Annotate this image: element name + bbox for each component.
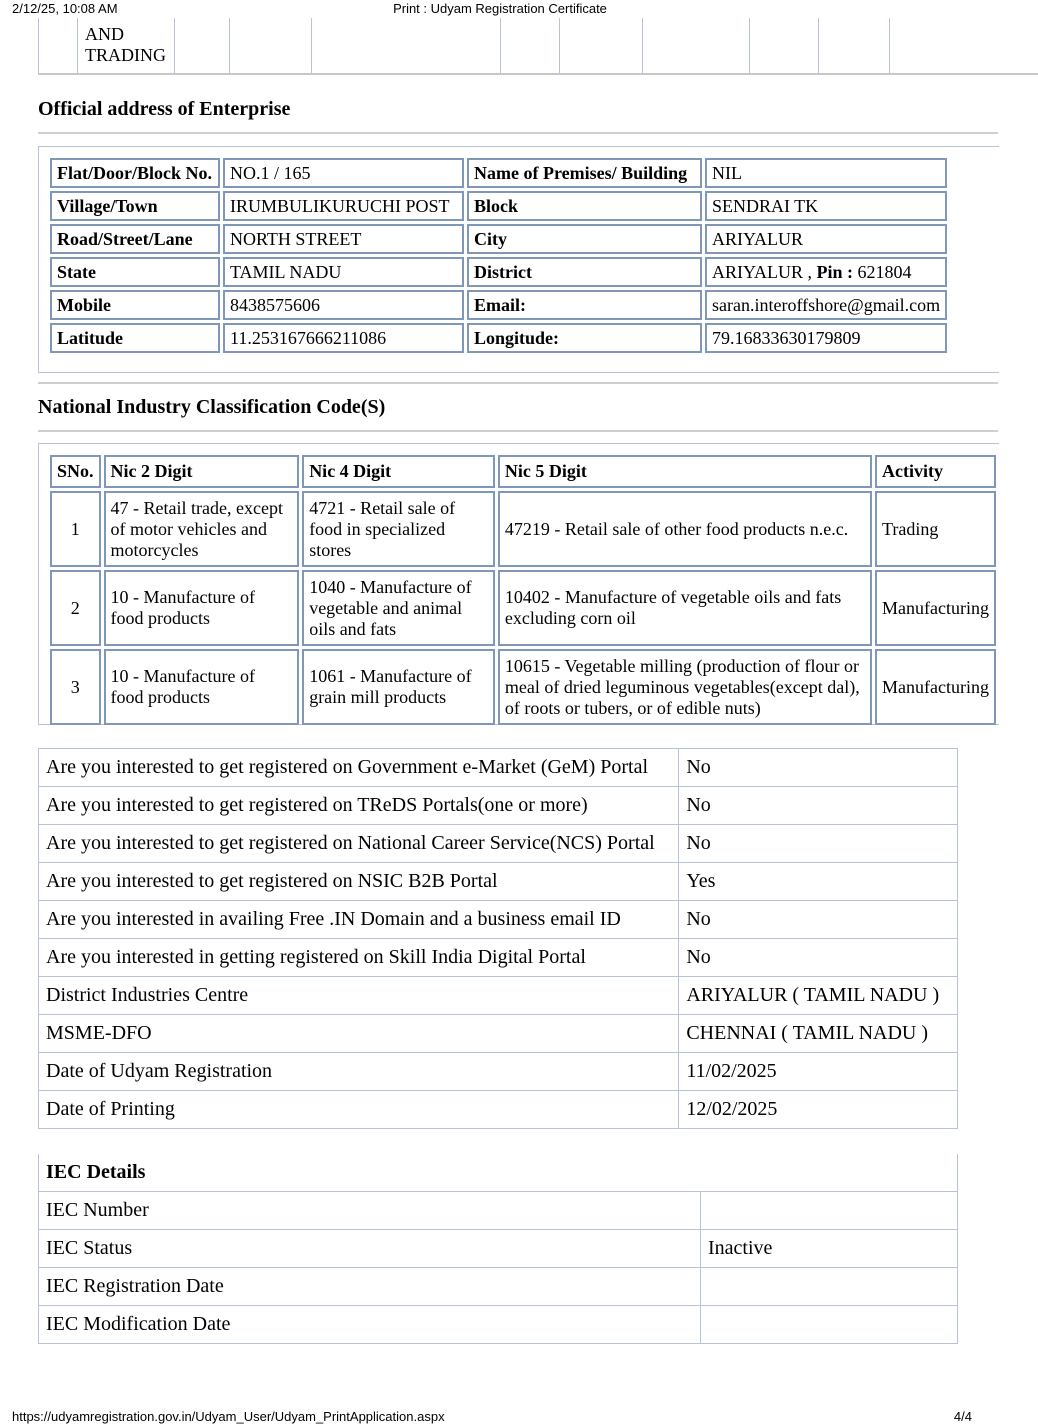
iec-row xyxy=(39,1192,958,1230)
nic-activity: Manufacturing xyxy=(875,649,996,725)
nic-row xyxy=(50,649,996,725)
address-value: NIL xyxy=(705,158,947,188)
iec-value xyxy=(700,1306,957,1344)
nic-table xyxy=(47,452,999,728)
detail-value: No xyxy=(679,901,958,939)
pin-value: 621804 xyxy=(853,261,912,282)
address-label: Flat/Door/Block No. xyxy=(50,158,220,188)
address-label: State xyxy=(50,257,220,287)
iec-details-table xyxy=(38,1154,958,1344)
detail-row xyxy=(39,1091,958,1129)
detail-value: No xyxy=(679,825,958,863)
detail-value: No xyxy=(679,939,958,977)
detail-label: Are you interested in availing Free .IN Domain and a business email ID xyxy=(39,901,679,939)
address-label: Village/Town xyxy=(50,191,220,221)
detail-row xyxy=(39,825,958,863)
nic-activity: Manufacturing xyxy=(875,570,996,646)
address-table xyxy=(47,155,950,356)
address-value: ARIYALUR , Pin : 621804 xyxy=(705,257,947,287)
nic-sno: 2 xyxy=(50,570,101,646)
nic-sno: 1 xyxy=(50,491,101,567)
detail-label: MSME-DFO xyxy=(39,1015,679,1053)
nic-5digit: 10402 - Manufacture of vegetable oils and fats excluding corn oil xyxy=(498,570,872,646)
address-value: 8438575606 xyxy=(223,290,464,320)
detail-value: 12/02/2025 xyxy=(679,1091,958,1129)
address-label: City xyxy=(467,224,702,254)
address-value: IRUMBULIKURUCHI POST xyxy=(223,191,464,221)
address-label: Name of Premises/ Building xyxy=(467,158,702,188)
address-label: Block xyxy=(467,191,702,221)
iec-row xyxy=(39,1268,958,1306)
detail-row xyxy=(39,1053,958,1091)
nic-activity: Trading xyxy=(875,491,996,567)
address-value: NO.1 / 165 xyxy=(223,158,464,188)
address-label: Mobile xyxy=(50,290,220,320)
detail-label: Date of Udyam Registration xyxy=(39,1053,679,1091)
detail-row xyxy=(39,863,958,901)
iec-row xyxy=(39,1306,958,1344)
nic-row xyxy=(50,570,996,646)
detail-label: Are you interested in getting registered on Skill India Digital Portal xyxy=(39,939,679,977)
detail-label: Are you interested to get registered on Government e-Market (GeM) Portal xyxy=(39,749,679,787)
iec-row xyxy=(39,1230,958,1268)
print-page-title: Print : Udyam Registration Certificate xyxy=(393,1,607,16)
print-url: https://udyamregistration.gov.in/Udyam_User/Udyam_PrintApplication.aspx xyxy=(12,1409,445,1424)
nic-header-sno: SNo. xyxy=(50,455,101,488)
address-label: Email: xyxy=(467,290,702,320)
iec-label: IEC Modification Date xyxy=(39,1306,701,1344)
address-value: NORTH STREET xyxy=(223,224,464,254)
address-label: District xyxy=(467,257,702,287)
nic-2digit: 47 - Retail trade, except of motor vehicles and motorcycles xyxy=(104,491,300,567)
detail-value: No xyxy=(679,787,958,825)
address-row xyxy=(50,224,947,254)
detail-row xyxy=(39,977,958,1015)
detail-value: ARIYALUR ( TAMIL NADU ) xyxy=(679,977,958,1015)
iec-value: Inactive xyxy=(700,1230,957,1268)
nic-table-container xyxy=(38,443,999,725)
detail-row xyxy=(39,939,958,977)
print-datetime: 2/12/25, 10:08 AM xyxy=(12,1,118,16)
previous-table-fragment xyxy=(38,18,1038,75)
address-row xyxy=(50,290,947,320)
iec-label: IEC Number xyxy=(39,1192,701,1230)
nic-row xyxy=(50,491,996,567)
detail-label: Are you interested to get registered on National Career Service(NCS) Portal xyxy=(39,825,679,863)
iec-label: IEC Registration Date xyxy=(39,1268,701,1306)
address-row xyxy=(50,257,947,287)
detail-value: CHENNAI ( TAMIL NADU ) xyxy=(679,1015,958,1053)
print-header xyxy=(0,0,1000,18)
nic-2digit: 10 - Manufacture of food products xyxy=(104,570,300,646)
nic-sno: 3 xyxy=(50,649,101,725)
iec-value xyxy=(700,1268,957,1306)
address-row xyxy=(50,323,947,353)
detail-label: District Industries Centre xyxy=(39,977,679,1015)
address-value: TAMIL NADU xyxy=(223,257,464,287)
iec-details-title: IEC Details xyxy=(39,1154,958,1192)
detail-label: Are you interested to get registered on NSIC B2B Portal xyxy=(39,863,679,901)
nic-4digit: 4721 - Retail sale of food in specialized stores xyxy=(302,491,495,567)
pin-label: Pin : xyxy=(816,261,854,282)
address-value: saran.interoffshore@gmail.com xyxy=(705,290,947,320)
nic-5digit: 47219 - Retail sale of other food products n.e.c. xyxy=(498,491,872,567)
iec-value xyxy=(700,1192,957,1230)
detail-label: Date of Printing xyxy=(39,1091,679,1129)
detail-row xyxy=(39,787,958,825)
detail-label: Are you interested to get registered on TReDS Portals(one or more) xyxy=(39,787,679,825)
activity-fragment-text: AND TRADING xyxy=(85,24,166,65)
nic-header-5digit: Nic 5 Digit xyxy=(498,455,872,488)
address-table-container xyxy=(38,146,999,373)
address-row xyxy=(50,191,947,221)
address-label: Longitude: xyxy=(467,323,702,353)
detail-row xyxy=(39,1015,958,1053)
address-value: SENDRAI TK xyxy=(705,191,947,221)
page-number: 4/4 xyxy=(953,1409,972,1424)
divider xyxy=(38,132,998,134)
print-footer xyxy=(0,1409,1000,1424)
nic-header-2digit: Nic 2 Digit xyxy=(104,455,300,488)
page-content xyxy=(0,18,989,1335)
detail-row xyxy=(39,749,958,787)
iec-label: IEC Status xyxy=(39,1230,701,1268)
nic-2digit: 10 - Manufacture of food products xyxy=(104,649,300,725)
detail-value: 11/02/2025 xyxy=(679,1053,958,1091)
nic-header-4digit: Nic 4 Digit xyxy=(302,455,495,488)
address-section-title: Official address of Enterprise xyxy=(38,98,291,120)
address-row xyxy=(50,158,947,188)
detail-value: Yes xyxy=(679,863,958,901)
divider xyxy=(38,382,998,384)
divider xyxy=(38,430,998,432)
address-label: Latitude xyxy=(50,323,220,353)
address-value: 79.16833630179809 xyxy=(705,323,947,353)
nic-section-title: National Industry Classification Code(S) xyxy=(38,396,386,418)
detail-value: No xyxy=(679,749,958,787)
registration-details-table xyxy=(38,748,958,1129)
nic-4digit: 1040 - Manufacture of vegetable and animal oils and fats xyxy=(302,570,495,646)
address-value: 11.253167666211086 xyxy=(223,323,464,353)
address-label: Road/Street/Lane xyxy=(50,224,220,254)
nic-4digit: 1061 - Manufacture of grain mill products xyxy=(302,649,495,725)
nic-header-activity: Activity xyxy=(875,455,996,488)
detail-row xyxy=(39,901,958,939)
address-value: ARIYALUR xyxy=(705,224,947,254)
nic-5digit: 10615 - Vegetable milling (production of flour or meal of dried leguminous vegetables(except dal), of roots or tubers, or of edible nuts) xyxy=(498,649,872,725)
